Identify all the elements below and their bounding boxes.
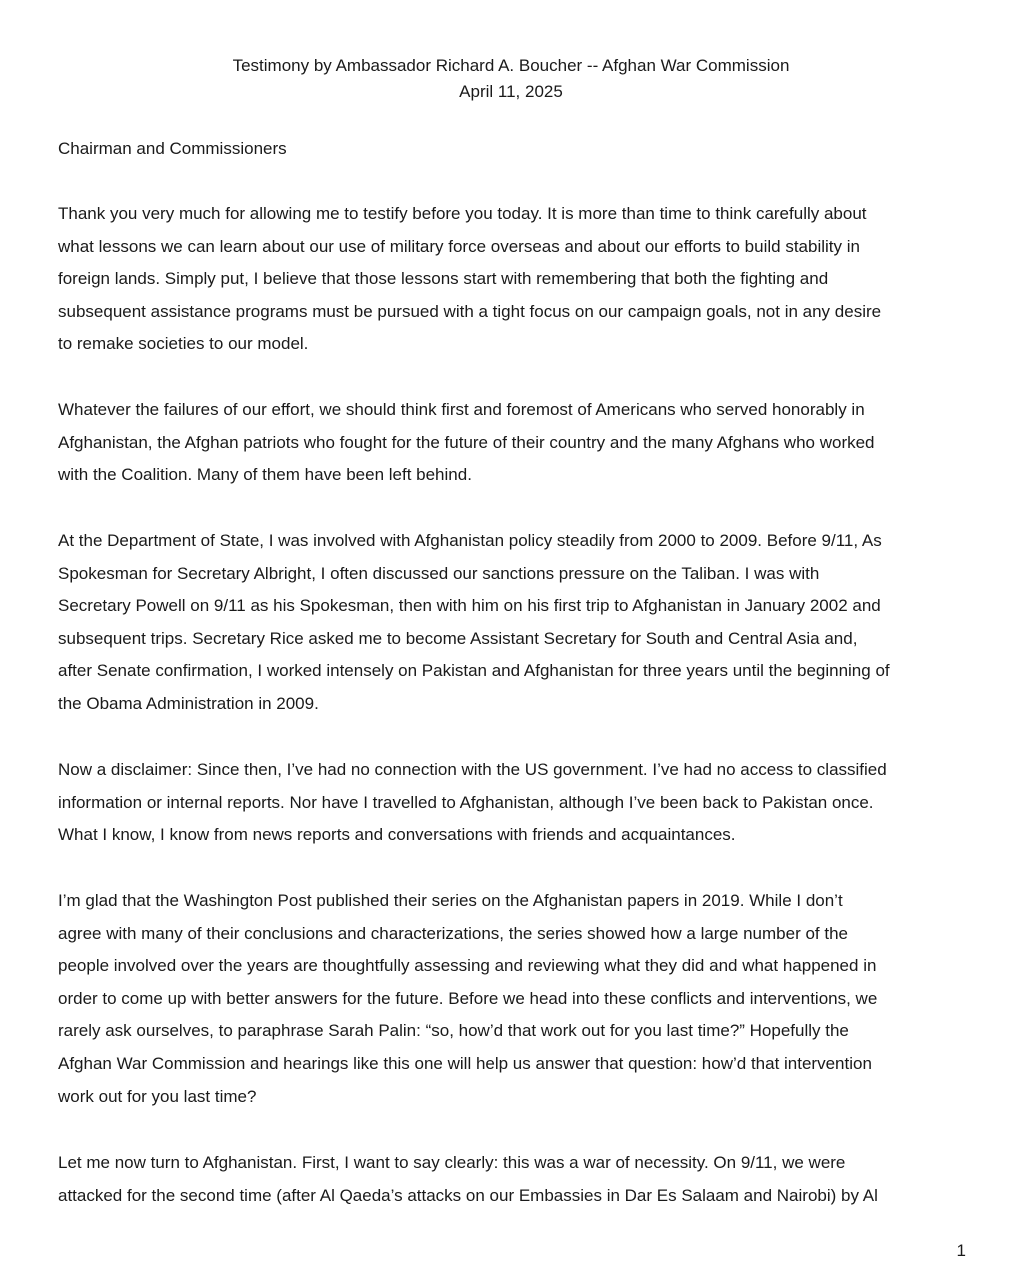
- paragraph-line: Let me now turn to Afghanistan. First, I want to say clearly: this was a war of necessity. On 9/11, we were: [58, 1153, 846, 1172]
- page-number: 1: [956, 1241, 966, 1260]
- paragraph-line: Spokesman for Secretary Albright, I often discussed our sanctions pressure on the Taliban. I was with: [58, 563, 820, 583]
- paragraph-background: [58, 525, 978, 721]
- paragraph-line: rarely ask ourselves, to paraphrase Sarah Palin: “so, how’d that work out for you last time?” Hopefully the: [58, 1021, 849, 1041]
- paragraph-tribute: [58, 394, 978, 492]
- document-date: April 11, 2025: [459, 82, 563, 101]
- paragraph-line: Afghanistan, the Afghan patriots who fought for the future of their country and the many Afghans who worked: [58, 432, 875, 452]
- paragraph-line: What I know, I know from news reports and conversations with friends and acquaintances.: [58, 825, 736, 845]
- paragraph-line: information or internal reports. Nor have I travelled to Afghanistan, although I’ve been back to Pakistan once.: [58, 792, 874, 812]
- paragraph-line: what lessons we can learn about our use of military force overseas and about our efforts to build stability in: [58, 236, 860, 256]
- paragraph-line: attacked for the second time (after Al Qaeda’s attacks on our Embassies in Dar Es Salaam and Nairobi) by Al: [58, 1185, 878, 1205]
- paragraph-line: At the Department of State, I was involved with Afghanistan policy steadily from 2000 to 2009. Before 9/11, As: [58, 531, 882, 550]
- paragraph-line: with the Coalition. Many of them have been left behind.: [58, 465, 472, 485]
- document-header: [0, 53, 1022, 105]
- paragraph-line: Thank you very much for allowing me to testify before you today. It is more than time to think carefully about: [58, 204, 867, 223]
- paragraph-disclaimer: [58, 754, 978, 852]
- paragraph-line: Whatever the failures of our effort, we should think first and foremost of Americans who served honorably in: [58, 400, 865, 419]
- paragraph-line: after Senate confirmation, I worked intensely on Pakistan and Afghanistan for three years until the beginning of: [58, 661, 890, 681]
- salutation: Chairman and Commissioners: [58, 139, 287, 158]
- paragraph-line: people involved over the years are thoughtfully assessing and reviewing what they did and what happened in: [58, 956, 877, 976]
- paragraph-line: work out for you last time?: [58, 1086, 257, 1106]
- paragraph-line: subsequent assistance programs must be pursued with a tight focus on our campaign goals, not in any desire: [58, 301, 882, 321]
- document-title: Testimony by Ambassador Richard A. Boucher -- Afghan War Commission: [232, 56, 790, 75]
- paragraph-line: Now a disclaimer: Since then, I’ve had no connection with the US government. I’ve had no access to classified: [58, 760, 887, 779]
- paragraph-line: I’m glad that the Washington Post published their series on the Afghanistan papers in 2019. While I don’t: [58, 891, 843, 910]
- paragraph-afghanistan: [58, 1147, 978, 1212]
- paragraph-line: Afghan War Commission and hearings like this one will help us answer that question: how’d that intervention: [58, 1053, 872, 1073]
- paragraph-line: subsequent trips. Secretary Rice asked me to become Assistant Secretary for South and Central Asia and,: [58, 628, 858, 648]
- paragraph-line: Secretary Powell on 9/11 as his Spokesman, then with him on his first trip to Afghanistan in January 2002 and: [58, 596, 881, 616]
- paragraph-washington-post: [58, 885, 978, 1113]
- paragraph-line: agree with many of their conclusions and characterizations, the series showed how a large number of the: [58, 923, 848, 943]
- paragraph-opening: [58, 198, 978, 361]
- paragraph-line: order to come up with better answers for the future. Before we head into these conflicts and interventions, we: [58, 988, 878, 1008]
- paragraph-line: the Obama Administration in 2009.: [58, 693, 319, 713]
- paragraph-line: to remake societies to our model.: [58, 334, 309, 354]
- paragraph-line: foreign lands. Simply put, I believe that those lessons start with remembering that both the fighting and: [58, 269, 829, 289]
